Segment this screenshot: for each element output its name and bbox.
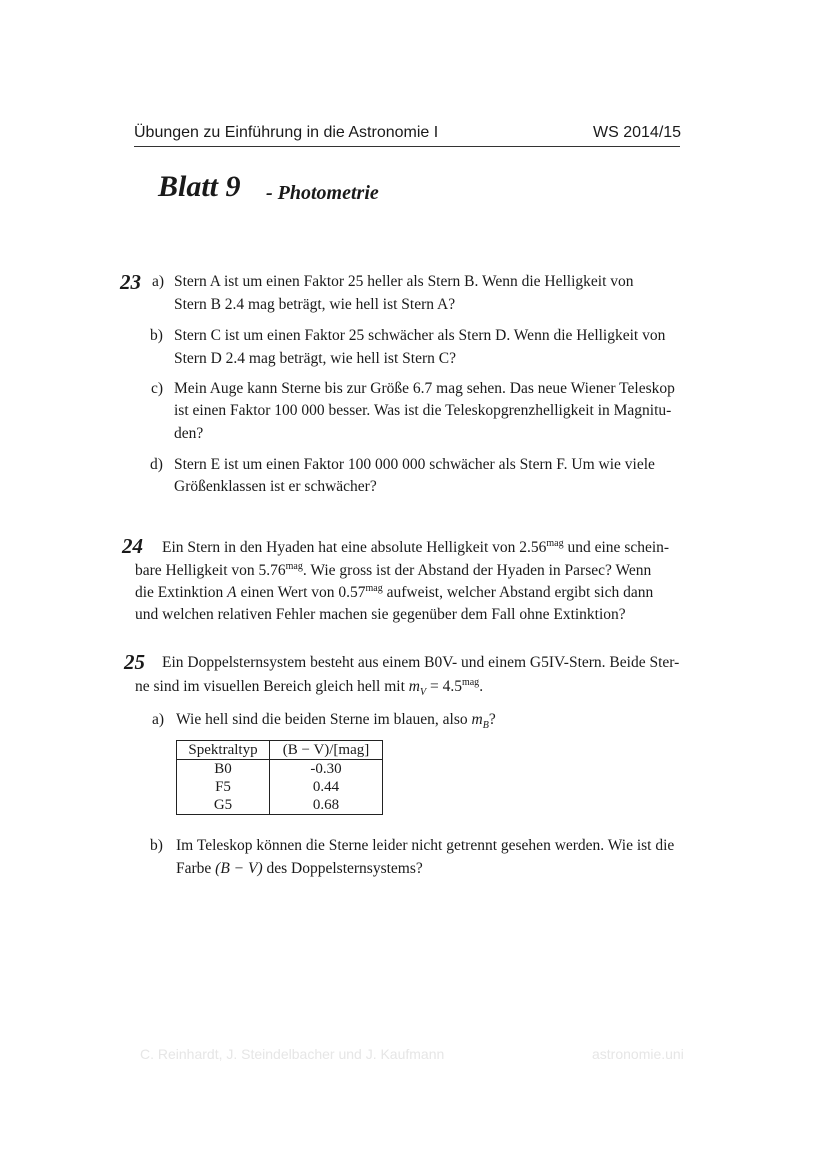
text-line: Stern B 2.4 mag beträgt, wie hell ist Stern A? [174, 296, 456, 313]
table-row [177, 796, 383, 815]
item-label: b) [150, 837, 163, 854]
text-line: Wie hell sind die beiden Sterne im blauen, also $m_B$? [176, 711, 496, 732]
item-label: d) [150, 456, 163, 473]
footer-authors: C. Reinhardt, J. Steindelbacher und J. Kaufmann [140, 1046, 445, 1062]
table-header: Spektraltyp [177, 741, 270, 760]
table-cell: F5 [177, 778, 270, 796]
text-line: den? [174, 425, 204, 442]
item-label: a) [152, 273, 165, 290]
header-divider [134, 146, 680, 147]
text-line: Im Teleskop können die Sterne leider nicht getrennt gesehen werden. Wie ist die [176, 837, 675, 854]
text-line: Ein Doppelsternsystem besteht aus einem B0V- und einem G5IV-Stern. Beide Ster- [162, 654, 680, 671]
text-line: Stern A ist um einen Faktor 25 heller als Stern B. Wenn die Helligkeit von [174, 273, 634, 290]
sheet-subtitle: - Photometrie [266, 182, 379, 204]
text-line: ist einen Faktor 100 000 besser. Was ist die Teleskopgrenzhelligkeit in Magnitu- [174, 402, 672, 419]
text-line: und welchen relativen Fehler machen sie gegenüber dem Fall ohne Extinktion? [135, 606, 626, 623]
text-line: Größenklassen ist er schwächer? [174, 478, 377, 495]
text-line: ne sind im visuellen Bereich gleich hell mit $m_V = 4.5^{mag}$. [135, 677, 484, 699]
table-row [177, 760, 383, 779]
text-line: bare Helligkeit von $5.76^{mag}$. Wie gross ist der Abstand der Hyaden in Parsec? Wenn [135, 561, 652, 579]
semester: WS 2014/15 [593, 124, 682, 141]
spectral-table [176, 740, 383, 815]
table-cell: 0.44 [270, 778, 383, 796]
text-line: Ein Stern in den Hyaden hat eine absolute Helligkeit von $2.56^{mag}$ und eine schein- [162, 538, 670, 556]
item-label: b) [150, 327, 163, 344]
table-cell: G5 [177, 796, 270, 815]
item-label: a) [152, 711, 165, 728]
course-title: Übungen zu Einführung in die Astronomie I [134, 124, 439, 141]
table-cell: 0.68 [270, 796, 383, 815]
text-line: Stern C ist um einen Faktor 25 schwächer als Stern D. Wenn die Helligkeit von [174, 327, 666, 344]
text-line: die Extinktion A einen Wert von $0.57^{mag}$ aufweist, welcher Abstand ergibt sich dann [135, 583, 654, 601]
text-line: Stern D 2.4 mag beträgt, wie hell ist Stern C? [174, 350, 456, 367]
footer-site: astronomie.uni [592, 1046, 684, 1062]
text-line: Stern E ist um einen Faktor 100 000 000 schwächer als Stern F. Um wie viele [174, 456, 655, 473]
problem-number: 25 [124, 650, 145, 674]
text-line: Mein Auge kann Sterne bis zur Größe 6.7 mag sehen. Das neue Wiener Teleskop [174, 380, 675, 397]
text-line: Farbe (B − V) des Doppelsternsystems? [176, 860, 423, 877]
table-header: (B − V)/[mag] [270, 741, 383, 760]
table-cell: B0 [177, 760, 270, 779]
table-cell: -0.30 [270, 760, 383, 779]
item-label: c) [151, 380, 164, 397]
problem-number: 23 [120, 270, 141, 294]
table-row [177, 778, 383, 796]
problem-number: 24 [122, 534, 143, 558]
sheet-title: Blatt 9 [158, 170, 241, 203]
